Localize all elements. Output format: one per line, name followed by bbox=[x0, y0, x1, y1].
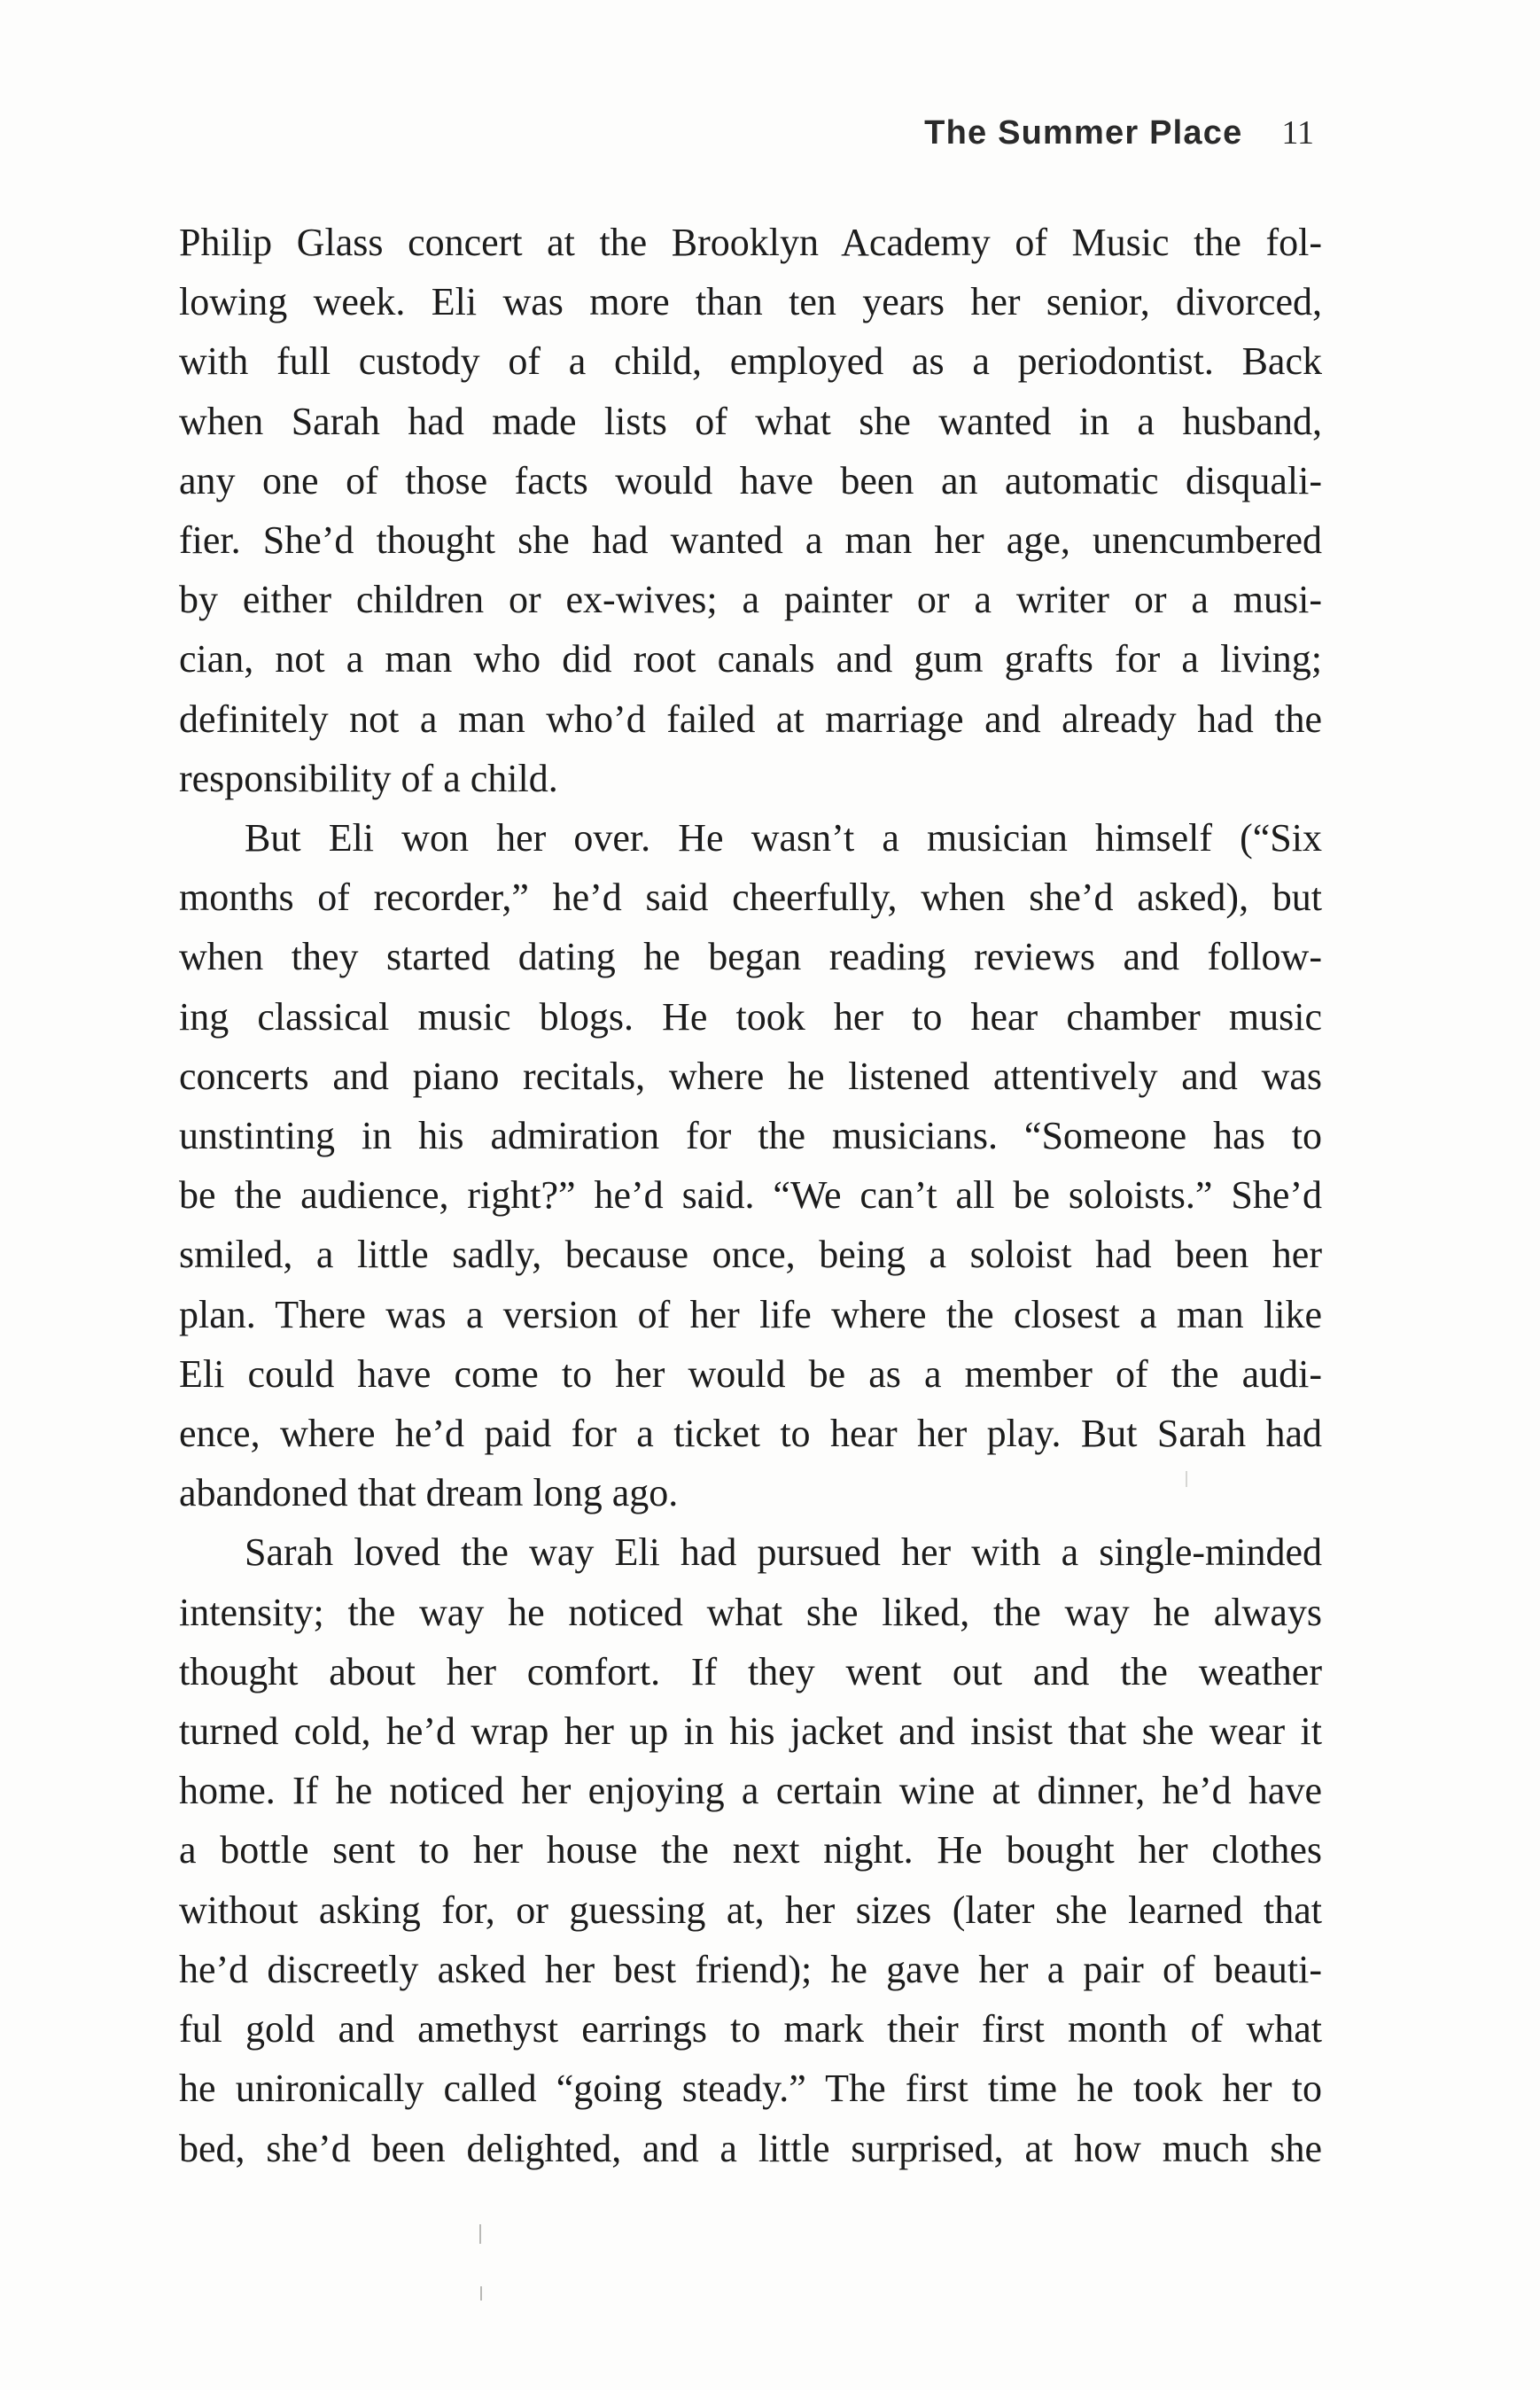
text-line: bed, she’d been delighted, and a little surprised, at how much she bbox=[179, 2126, 1322, 2170]
paragraph-1 bbox=[179, 213, 1322, 808]
text-line: months of recorder,” he’d said cheerfully, when she’d asked), but bbox=[179, 876, 1322, 920]
text-line: intensity; the way he noticed what she liked, the way he always bbox=[179, 1590, 1322, 1634]
text-line: unstinting in his admiration for the musicians. “Someone has to bbox=[179, 1114, 1322, 1158]
text-line: Philip Glass concert at the Brooklyn Academy of Music the fol- bbox=[179, 221, 1322, 264]
running-head-title: The Summer Place bbox=[924, 114, 1243, 152]
text-line: definitely not a man who’d failed at marriage and already had the bbox=[179, 697, 1322, 741]
text-line: turned cold, he’d wrap her up in his jacket and insist that she wear it bbox=[179, 1709, 1322, 1754]
scan-speck bbox=[480, 2286, 482, 2300]
paragraph-2 bbox=[179, 808, 1322, 1522]
text-line: ful gold and amethyst earrings to mark their first month of what bbox=[179, 2007, 1322, 2051]
text-line: abandoned that dream long ago. bbox=[179, 1471, 679, 1515]
text-line: fier. She’d thought she had wanted a man her age, unencumbered bbox=[179, 518, 1322, 563]
text-line: Eli could have come to her would be as a member of the audi- bbox=[179, 1351, 1322, 1396]
text-line: ence, where he’d paid for a ticket to hear her play. But Sarah had bbox=[179, 1412, 1322, 1456]
text-line: responsibility of a child. bbox=[179, 756, 558, 800]
text-line: Sarah loved the way Eli had pursued her with a single-minded bbox=[245, 1530, 1322, 1575]
text-line: he’d discreetly asked her best friend); he gave her a pair of beauti- bbox=[179, 1947, 1322, 1991]
text-line: lowing week. Eli was more than ten years her senior, divorced, bbox=[179, 280, 1322, 324]
running-head bbox=[924, 113, 1314, 152]
scan-speck bbox=[479, 2224, 481, 2244]
text-line: when Sarah had made lists of what she wanted in a husband, bbox=[179, 399, 1322, 443]
text-line: But Eli won her over. He wasn’t a musician himself (“Six bbox=[245, 816, 1322, 860]
text-line: by either children or ex-wives; a painter or a writer or a musi- bbox=[179, 578, 1322, 622]
text-line: plan. There was a version of her life where the closest a man like bbox=[179, 1292, 1322, 1336]
body-text bbox=[179, 213, 1322, 2178]
scan-speck bbox=[1186, 1471, 1187, 1487]
text-line: he unironically called “going steady.” The first time he took her to bbox=[179, 2067, 1322, 2111]
text-line: when they started dating he began reading reviews and follow- bbox=[179, 935, 1322, 979]
text-line: with full custody of a child, employed as a periodontist. Back bbox=[179, 339, 1322, 384]
text-line: be the audience, right?” he’d said. “We can’t all be soloists.” She’d bbox=[179, 1173, 1322, 1218]
text-line: concerts and piano recitals, where he listened attentively and was bbox=[179, 1054, 1322, 1098]
text-line: cian, not a man who did root canals and gum grafts for a living; bbox=[179, 637, 1322, 681]
text-line: a bottle sent to her house the next night. He bought her clothes bbox=[179, 1828, 1322, 1872]
paragraph-3 bbox=[179, 1522, 1322, 2177]
text-line: ing classical music blogs. He took her to hear chamber music bbox=[179, 994, 1322, 1039]
text-line: thought about her comfort. If they went out and the weather bbox=[179, 1649, 1322, 1693]
text-line: home. If he noticed her enjoying a certain wine at dinner, he’d have bbox=[179, 1769, 1322, 1813]
text-line: without asking for, or guessing at, her sizes (later she learned that bbox=[179, 1888, 1322, 1932]
page-number: 11 bbox=[1281, 114, 1314, 152]
text-line: any one of those facts would have been an automatic disquali- bbox=[179, 458, 1322, 502]
text-line: smiled, a little sadly, because once, being a soloist had been her bbox=[179, 1233, 1322, 1277]
